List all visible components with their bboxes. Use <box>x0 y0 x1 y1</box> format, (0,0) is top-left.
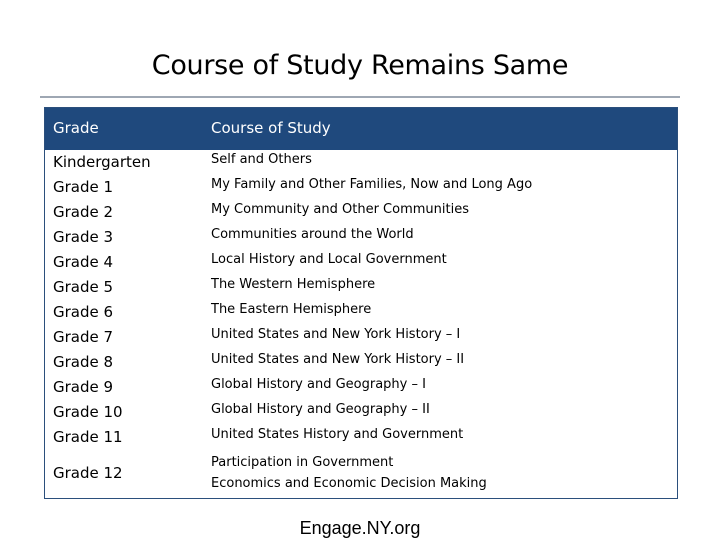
course-cell: Communities around the World <box>211 227 414 242</box>
grade-cell: Grade 1 <box>53 178 114 196</box>
grade-cell: Grade 8 <box>53 353 114 371</box>
footer-source: Engage.NY.org <box>299 518 421 538</box>
course-cell <box>211 452 487 494</box>
grade-cell: Grade 10 <box>53 403 123 421</box>
table-row <box>45 425 677 450</box>
header-grade: Grade <box>53 119 99 137</box>
grade-cell: Grade 11 <box>53 428 123 446</box>
grade-cell: Grade 6 <box>53 303 114 321</box>
grade-cell: Grade 2 <box>53 203 114 221</box>
table-row <box>45 325 677 350</box>
table-row <box>45 150 677 175</box>
course-cell: Global History and Geography – II <box>211 402 430 417</box>
grade-cell: Grade 7 <box>53 328 114 346</box>
title-divider <box>40 96 680 98</box>
course-cell: Global History and Geography – I <box>211 377 426 392</box>
table-row <box>45 175 677 200</box>
course-cell: The Western Hemisphere <box>211 277 376 292</box>
course-cell: United States and New York History – I <box>211 327 461 342</box>
grade-cell: Grade 4 <box>53 253 114 271</box>
table-row <box>45 275 677 300</box>
course-line: Economics and Economic Decision Making <box>211 476 487 491</box>
course-cell: My Family and Other Families, Now and Long Ago <box>211 177 533 192</box>
course-table <box>44 107 678 499</box>
table-row <box>45 300 677 325</box>
grade-cell: Grade 12 <box>53 464 123 482</box>
course-line: Participation in Government <box>211 455 394 470</box>
grade-cell: Grade 5 <box>53 278 114 296</box>
table-header <box>45 108 677 150</box>
table-row <box>45 400 677 425</box>
grade-cell: Grade 3 <box>53 228 114 246</box>
page-title: Course of Study Remains Same <box>151 50 569 81</box>
course-cell: United States History and Government <box>211 427 464 442</box>
course-cell: United States and New York History – II <box>211 352 465 367</box>
table-row <box>45 350 677 375</box>
table-row <box>45 225 677 250</box>
course-cell: Self and Others <box>211 152 312 167</box>
grade-cell: Kindergarten <box>53 153 151 171</box>
table-row <box>45 450 677 498</box>
course-cell: Local History and Local Government <box>211 252 447 267</box>
course-cell: The Eastern Hemisphere <box>211 302 372 317</box>
course-cell: My Community and Other Communities <box>211 202 469 217</box>
table-row <box>45 250 677 275</box>
grade-cell: Grade 9 <box>53 378 114 396</box>
table-row <box>45 375 677 400</box>
table-row <box>45 200 677 225</box>
header-course: Course of Study <box>211 119 331 137</box>
